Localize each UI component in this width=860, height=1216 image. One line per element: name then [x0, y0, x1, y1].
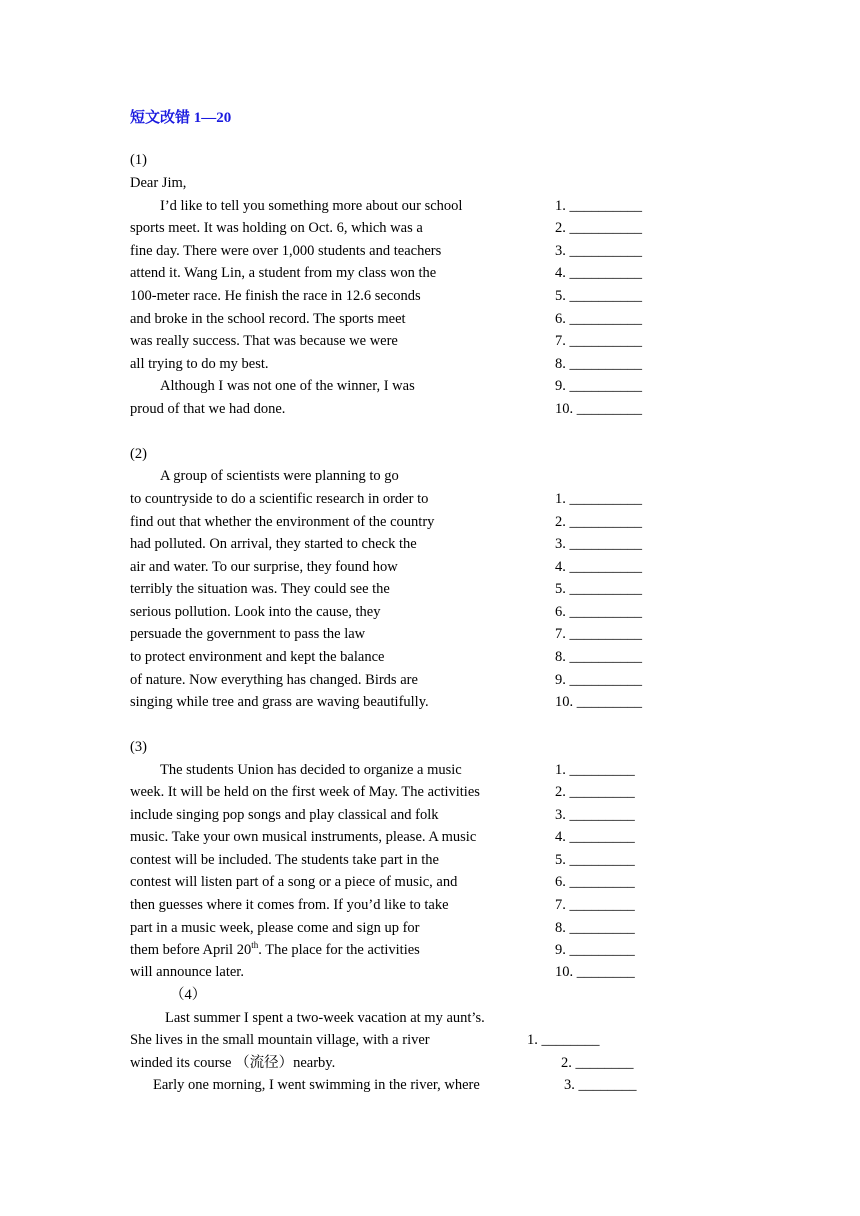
- answer-blank[interactable]: 5. _________: [555, 852, 635, 868]
- answer-blank[interactable]: 1. ________: [527, 1032, 600, 1048]
- passage-number: (2): [130, 446, 147, 462]
- passage-text: them before April 20: [130, 942, 252, 958]
- answer-blank[interactable]: 4. __________: [555, 559, 642, 575]
- passage-line: include singing pop songs and play classical and folk: [130, 807, 439, 823]
- answer-blank[interactable]: 10. _________: [555, 694, 642, 710]
- answer-blank[interactable]: 1. _________: [555, 762, 635, 778]
- passage-line: A group of scientists were planning to go: [160, 468, 399, 484]
- answer-blank[interactable]: 8. __________: [555, 649, 642, 665]
- answer-blank[interactable]: 5. __________: [555, 288, 642, 304]
- answer-blank[interactable]: 6. _________: [555, 874, 635, 890]
- passage-line: to countryside to do a scientific research in order to: [130, 491, 429, 507]
- passage-line: then guesses where it comes from. If you’d like to take: [130, 897, 449, 913]
- passage-line: of nature. Now everything has changed. Birds are: [130, 672, 418, 688]
- passage-line: had polluted. On arrival, they started to check the: [130, 536, 417, 552]
- answer-blank[interactable]: 7. __________: [555, 333, 642, 349]
- answer-blank[interactable]: 9. _________: [555, 942, 635, 958]
- passage-number: (3): [130, 739, 147, 755]
- passage-line: Last summer I spent a two-week vacation at my aunt’s.: [165, 1010, 485, 1026]
- answer-blank[interactable]: 10. ________: [555, 964, 635, 980]
- passage-line: and broke in the school record. The sports meet: [130, 311, 406, 327]
- passage-line: music. Take your own musical instruments, please. A music: [130, 829, 477, 845]
- answer-blank[interactable]: 2. ________: [561, 1055, 634, 1071]
- passage-line: Dear Jim,: [130, 175, 187, 191]
- passage-line: contest will listen part of a song or a piece of music, and: [130, 874, 458, 890]
- passage-line: terribly the situation was. They could see the: [130, 581, 390, 597]
- answer-blank[interactable]: 5. __________: [555, 581, 642, 597]
- passage-line: to protect environment and kept the balance: [130, 649, 385, 665]
- passage-line: was really success. That was because we were: [130, 333, 398, 349]
- passage-line: persuade the government to pass the law: [130, 626, 366, 642]
- passage-line: winded its course （流径）nearby.: [130, 1055, 336, 1071]
- answer-blank[interactable]: 8. _________: [555, 920, 635, 936]
- passage-line: will announce later.: [130, 964, 244, 980]
- answer-blank[interactable]: 3. _________: [555, 807, 635, 823]
- superscript: th: [251, 940, 259, 951]
- answer-blank[interactable]: 1. __________: [555, 491, 642, 507]
- answer-blank[interactable]: 7. _________: [555, 897, 635, 913]
- answer-blank[interactable]: 3. __________: [555, 243, 642, 259]
- passage-line: fine day. There were over 1,000 students and teachers: [130, 243, 442, 259]
- passage-line: 100-meter race. He finish the race in 12.6 seconds: [130, 288, 421, 304]
- passage-text: . The place for the activities: [258, 942, 420, 958]
- answer-blank[interactable]: 10. _________: [555, 401, 642, 417]
- passage-line: I’d like to tell you something more about our school: [160, 198, 463, 214]
- passage-line: She lives in the small mountain village, with a river: [130, 1032, 430, 1048]
- passage-number: (1): [130, 152, 147, 168]
- passage-line: singing while tree and grass are waving beautifully.: [130, 694, 429, 710]
- passage-line: attend it. Wang Lin, a student from my class won the: [130, 265, 437, 281]
- answer-blank[interactable]: 2. _________: [555, 784, 635, 800]
- passage-line: The students Union has decided to organize a music: [160, 762, 462, 778]
- answer-blank[interactable]: 1. __________: [555, 198, 642, 214]
- passage-line: serious pollution. Look into the cause, they: [130, 604, 381, 620]
- passage-line: [130, 941, 420, 959]
- answer-blank[interactable]: 9. __________: [555, 378, 642, 394]
- answer-blank[interactable]: 2. __________: [555, 514, 642, 530]
- answer-blank[interactable]: 4. __________: [555, 265, 642, 281]
- answer-blank[interactable]: 3. ________: [564, 1077, 637, 1093]
- answer-blank[interactable]: 2. __________: [555, 220, 642, 236]
- passage-line: part in a music week, please come and sign up for: [130, 920, 420, 936]
- answer-blank[interactable]: 7. __________: [555, 626, 642, 642]
- passage-line: find out that whether the environment of the country: [130, 514, 435, 530]
- passage-line: week. It will be held on the first week of May. The activities: [130, 784, 480, 800]
- passage-line: air and water. To our surprise, they found how: [130, 559, 398, 575]
- answer-blank[interactable]: 4. _________: [555, 829, 635, 845]
- passage-number: （4）: [170, 987, 207, 1003]
- page-title: 短文改错 1—20: [130, 110, 232, 126]
- answer-blank[interactable]: 3. __________: [555, 536, 642, 552]
- answer-blank[interactable]: 8. __________: [555, 356, 642, 372]
- passage-line: Early one morning, I went swimming in the river, where: [153, 1077, 480, 1093]
- passage-line: all trying to do my best.: [130, 356, 269, 372]
- passage-line: sports meet. It was holding on Oct. 6, which was a: [130, 220, 423, 236]
- passage-line: Although I was not one of the winner, I was: [160, 378, 415, 394]
- answer-blank[interactable]: 9. __________: [555, 672, 642, 688]
- answer-blank[interactable]: 6. __________: [555, 311, 642, 327]
- passage-line: contest will be included. The students take part in the: [130, 852, 439, 868]
- answer-blank[interactable]: 6. __________: [555, 604, 642, 620]
- passage-line: proud of that we had done.: [130, 401, 286, 417]
